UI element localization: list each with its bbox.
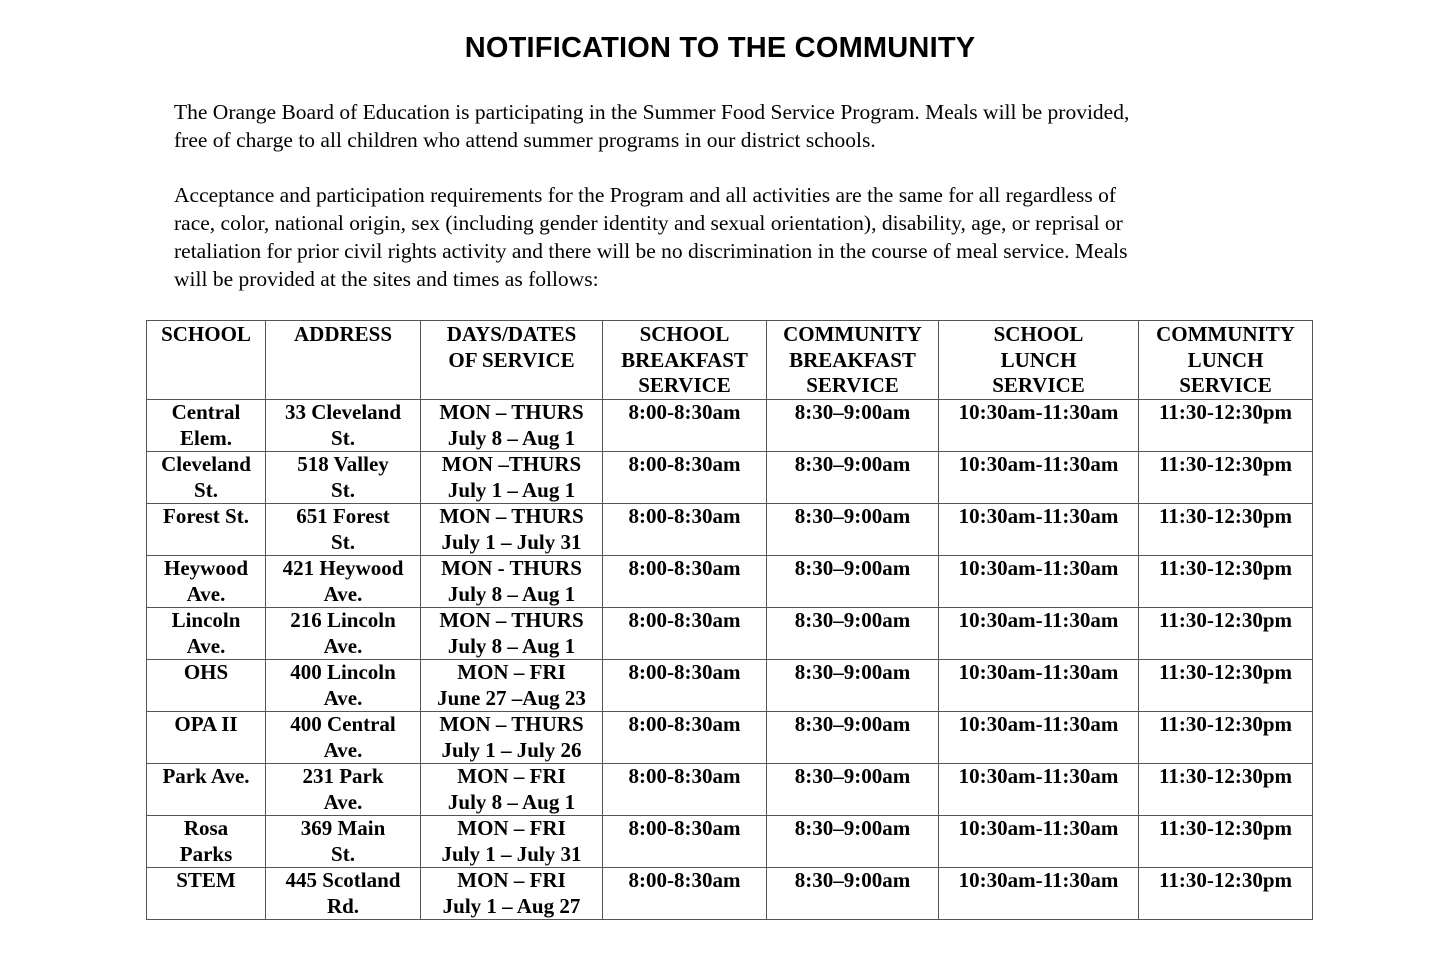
cell-line: Rd. (326, 893, 360, 918)
cell-line: MON – FRI (457, 868, 566, 892)
school-cell (147, 400, 266, 452)
policy-line: race, color, national origin, sex (including gender identity and sexual orientation), disability, age, or reprisal or (174, 211, 1123, 235)
cell-line: 8:30–9:00am (794, 556, 911, 580)
days-cell (421, 764, 603, 816)
cell-line: Cleveland (161, 452, 251, 476)
column-header-line: LUNCH (1187, 347, 1264, 372)
cell-line: 10:30am-11:30am (958, 556, 1119, 580)
school-lunch-cell (939, 504, 1139, 556)
table-row (147, 868, 1313, 920)
school-lunch-cell (939, 868, 1139, 920)
school-cell (147, 816, 266, 868)
cell-line: July 1 – July 31 (441, 529, 582, 554)
cell-line: July 1 – Aug 27 (442, 893, 581, 918)
cell-line: St. (331, 841, 355, 866)
cell-line: 11:30-12:30pm (1159, 400, 1292, 424)
school-cell (147, 556, 266, 608)
cell-line: Ave. (186, 581, 226, 606)
days-cell (421, 868, 603, 920)
school-breakfast-cell (603, 504, 767, 556)
table-row (147, 400, 1313, 452)
cell-line: Ave. (323, 633, 363, 658)
cell-line: June 27 –Aug 23 (437, 685, 586, 710)
community-breakfast-cell (767, 764, 939, 816)
cell-line: 10:30am-11:30am (958, 712, 1119, 736)
cell-line: Central (171, 400, 241, 424)
days-cell (421, 608, 603, 660)
school-cell (147, 712, 266, 764)
cell-line: July 8 – Aug 1 (447, 425, 576, 450)
cell-line: 8:00-8:30am (628, 816, 741, 840)
intro-line: free of charge to all children who attend summer programs in our district schools. (174, 128, 876, 152)
school-breakfast-cell (603, 660, 767, 712)
cell-line: MON – FRI (457, 764, 566, 788)
column-header-line: ADDRESS (293, 322, 393, 346)
meal-schedule-table (146, 320, 1313, 920)
cell-line: 8:30–9:00am (794, 764, 911, 788)
school-breakfast-cell (603, 400, 767, 452)
community-breakfast-cell (767, 400, 939, 452)
school-lunch-cell (939, 608, 1139, 660)
column-header-line: COMMUNITY (783, 322, 922, 346)
school-breakfast-cell (603, 608, 767, 660)
table-row (147, 556, 1313, 608)
cell-line: Forest St. (163, 504, 249, 528)
column-header-school-breakfast (603, 321, 767, 400)
school-breakfast-cell (603, 868, 767, 920)
table-row (147, 608, 1313, 660)
address-cell (266, 712, 421, 764)
school-lunch-cell (939, 764, 1139, 816)
cell-line: MON - THURS (441, 556, 582, 580)
community-breakfast-cell (767, 712, 939, 764)
community-lunch-cell (1139, 556, 1313, 608)
days-cell (421, 400, 603, 452)
cell-line: 400 Central (290, 712, 396, 736)
cell-line: 400 Lincoln (290, 660, 396, 684)
column-header-line: BREAKFAST (789, 347, 916, 372)
cell-line: St. (331, 529, 355, 554)
column-header-address (266, 321, 421, 400)
address-cell (266, 556, 421, 608)
cell-line: 10:30am-11:30am (958, 868, 1119, 892)
column-header-line: DAYS/DATES (446, 322, 577, 346)
cell-line: St. (331, 425, 355, 450)
cell-line: July 1 – July 26 (441, 737, 582, 762)
column-header-days-dates (421, 321, 603, 400)
school-cell (147, 452, 266, 504)
column-header-line: SERVICE (992, 373, 1085, 397)
cell-line: Ave. (323, 581, 363, 606)
school-lunch-cell (939, 712, 1139, 764)
address-cell (266, 400, 421, 452)
community-breakfast-cell (767, 608, 939, 660)
cell-line: 11:30-12:30pm (1159, 660, 1292, 684)
cell-line: 11:30-12:30pm (1159, 608, 1292, 632)
column-header-line: SERVICE (806, 373, 899, 397)
community-breakfast-cell (767, 816, 939, 868)
cell-line: 11:30-12:30pm (1159, 868, 1292, 892)
community-lunch-cell (1139, 660, 1313, 712)
cell-line: Ave. (323, 789, 363, 814)
address-cell (266, 504, 421, 556)
address-cell (266, 660, 421, 712)
cell-line: 8:00-8:30am (628, 556, 741, 580)
column-header-community-breakfast (767, 321, 939, 400)
cell-line: Parks (179, 841, 233, 866)
cell-line: MON – THURS (439, 400, 584, 424)
cell-line: Rosa (183, 816, 229, 840)
school-lunch-cell (939, 452, 1139, 504)
cell-line: 8:30–9:00am (794, 868, 911, 892)
school-breakfast-cell (603, 764, 767, 816)
cell-line: 8:30–9:00am (794, 608, 911, 632)
intro-paragraph (174, 98, 1266, 154)
community-lunch-cell (1139, 608, 1313, 660)
column-header-line: LUNCH (1000, 347, 1077, 372)
cell-line: OHS (183, 660, 229, 684)
cell-line: St. (331, 477, 355, 502)
school-lunch-cell (939, 556, 1139, 608)
cell-line: Park Ave. (162, 764, 250, 788)
cell-line: 369 Main (300, 816, 386, 840)
cell-line: 10:30am-11:30am (958, 816, 1119, 840)
policy-line: will be provided at the sites and times as follows: (174, 267, 599, 291)
table-body (147, 400, 1313, 920)
cell-line: 231 Park (302, 764, 384, 788)
community-breakfast-cell (767, 504, 939, 556)
community-lunch-cell (1139, 504, 1313, 556)
column-header-line: SERVICE (638, 373, 731, 397)
column-header-line: SCHOOL (639, 322, 730, 346)
address-cell (266, 452, 421, 504)
days-cell (421, 816, 603, 868)
cell-line: 8:00-8:30am (628, 452, 741, 476)
cell-line: 11:30-12:30pm (1159, 556, 1292, 580)
address-cell (266, 764, 421, 816)
column-header-line: COMMUNITY (1156, 322, 1295, 346)
days-cell (421, 452, 603, 504)
cell-line: 11:30-12:30pm (1159, 504, 1292, 528)
address-cell (266, 816, 421, 868)
community-lunch-cell (1139, 868, 1313, 920)
cell-line: St. (194, 477, 218, 502)
cell-line: Ave. (186, 633, 226, 658)
cell-line: July 1 – Aug 1 (447, 477, 576, 502)
cell-line: Lincoln (171, 608, 241, 632)
school-cell (147, 764, 266, 816)
school-breakfast-cell (603, 712, 767, 764)
community-breakfast-cell (767, 556, 939, 608)
cell-line: 651 Forest (296, 504, 390, 528)
column-header-line: SCHOOL (993, 322, 1084, 346)
cell-line: Heywood (164, 556, 248, 580)
cell-line: 518 Valley (297, 452, 389, 476)
cell-line: 8:00-8:30am (628, 660, 741, 684)
community-lunch-cell (1139, 712, 1313, 764)
column-header-school-lunch (939, 321, 1139, 400)
cell-line: 10:30am-11:30am (958, 764, 1119, 788)
community-lunch-cell (1139, 400, 1313, 452)
cell-line: 11:30-12:30pm (1159, 452, 1292, 476)
column-header-community-lunch (1139, 321, 1313, 400)
community-breakfast-cell (767, 868, 939, 920)
cell-line: 8:00-8:30am (628, 764, 741, 788)
header-row (147, 321, 1313, 400)
cell-line: 8:00-8:30am (628, 712, 741, 736)
cell-line: 8:00-8:30am (628, 608, 741, 632)
school-lunch-cell (939, 660, 1139, 712)
cell-line: MON – FRI (457, 816, 566, 840)
page-title: NOTIFICATION TO THE COMMUNITY (464, 32, 976, 64)
column-header-line: BREAKFAST (621, 347, 748, 372)
cell-line: MON – THURS (439, 608, 584, 632)
cell-line: Ave. (323, 737, 363, 762)
table-header (147, 321, 1313, 400)
school-lunch-cell (939, 816, 1139, 868)
community-lunch-cell (1139, 816, 1313, 868)
table-row (147, 452, 1313, 504)
cell-line: MON – THURS (439, 504, 584, 528)
cell-line: 8:00-8:30am (628, 504, 741, 528)
intro-line: The Orange Board of Education is participating in the Summer Food Service Program. Meals will be provided, (174, 100, 1130, 124)
column-header-line: SCHOOL (161, 322, 251, 346)
cell-line: Ave. (323, 685, 363, 710)
community-breakfast-cell (767, 660, 939, 712)
cell-line: 11:30-12:30pm (1159, 816, 1292, 840)
policy-paragraph (174, 181, 1266, 293)
cell-line: 11:30-12:30pm (1159, 712, 1292, 736)
cell-line: 8:00-8:30am (628, 400, 741, 424)
address-cell (266, 868, 421, 920)
cell-line: Elem. (180, 425, 232, 450)
table-row (147, 712, 1313, 764)
school-lunch-cell (939, 400, 1139, 452)
days-cell (421, 504, 603, 556)
school-breakfast-cell (603, 556, 767, 608)
cell-line: July 1 – July 31 (441, 841, 582, 866)
cell-line: OPA II (174, 712, 238, 736)
school-cell (147, 660, 266, 712)
table-row (147, 504, 1313, 556)
cell-line: MON – FRI (457, 660, 566, 684)
community-breakfast-cell (767, 452, 939, 504)
cell-line: 8:30–9:00am (794, 816, 911, 840)
cell-line: 8:30–9:00am (794, 400, 911, 424)
days-cell (421, 556, 603, 608)
cell-line: 10:30am-11:30am (958, 452, 1119, 476)
column-header-line: OF SERVICE (448, 347, 575, 372)
cell-line: July 8 – Aug 1 (447, 789, 576, 814)
community-lunch-cell (1139, 452, 1313, 504)
cell-line: 216 Lincoln (290, 608, 396, 632)
cell-line: 33 Cleveland (284, 400, 402, 424)
days-cell (421, 712, 603, 764)
address-cell (266, 608, 421, 660)
cell-line: 8:30–9:00am (794, 660, 911, 684)
cell-line: 10:30am-11:30am (958, 400, 1119, 424)
cell-line: STEM (176, 868, 236, 892)
school-breakfast-cell (603, 452, 767, 504)
cell-line: 8:30–9:00am (794, 712, 911, 736)
school-cell (147, 868, 266, 920)
school-cell (147, 608, 266, 660)
school-cell (147, 504, 266, 556)
days-cell (421, 660, 603, 712)
school-breakfast-cell (603, 816, 767, 868)
cell-line: 11:30-12:30pm (1159, 764, 1292, 788)
cell-line: 445 Scotland (285, 868, 401, 892)
column-header-school (147, 321, 266, 400)
cell-line: 8:00-8:30am (628, 868, 741, 892)
policy-line: Acceptance and participation requirements for the Program and all activities are the same for all regardless of (174, 183, 1117, 207)
cell-line: 10:30am-11:30am (958, 608, 1119, 632)
cell-line: 8:30–9:00am (794, 452, 911, 476)
table-row (147, 660, 1313, 712)
table-row (147, 816, 1313, 868)
table-row (147, 764, 1313, 816)
cell-line: MON –THURS (441, 452, 582, 476)
cell-line: July 8 – Aug 1 (447, 633, 576, 658)
cell-line: 10:30am-11:30am (958, 504, 1119, 528)
cell-line: MON – THURS (439, 712, 584, 736)
community-lunch-cell (1139, 764, 1313, 816)
cell-line: 421 Heywood (282, 556, 404, 580)
cell-line: 10:30am-11:30am (958, 660, 1119, 684)
cell-line: July 8 – Aug 1 (447, 581, 576, 606)
policy-line: retaliation for prior civil rights activity and there will be no discrimination in the course of meal service. Meals (174, 239, 1128, 263)
column-header-line: SERVICE (1179, 373, 1272, 397)
cell-line: 8:30–9:00am (794, 504, 911, 528)
